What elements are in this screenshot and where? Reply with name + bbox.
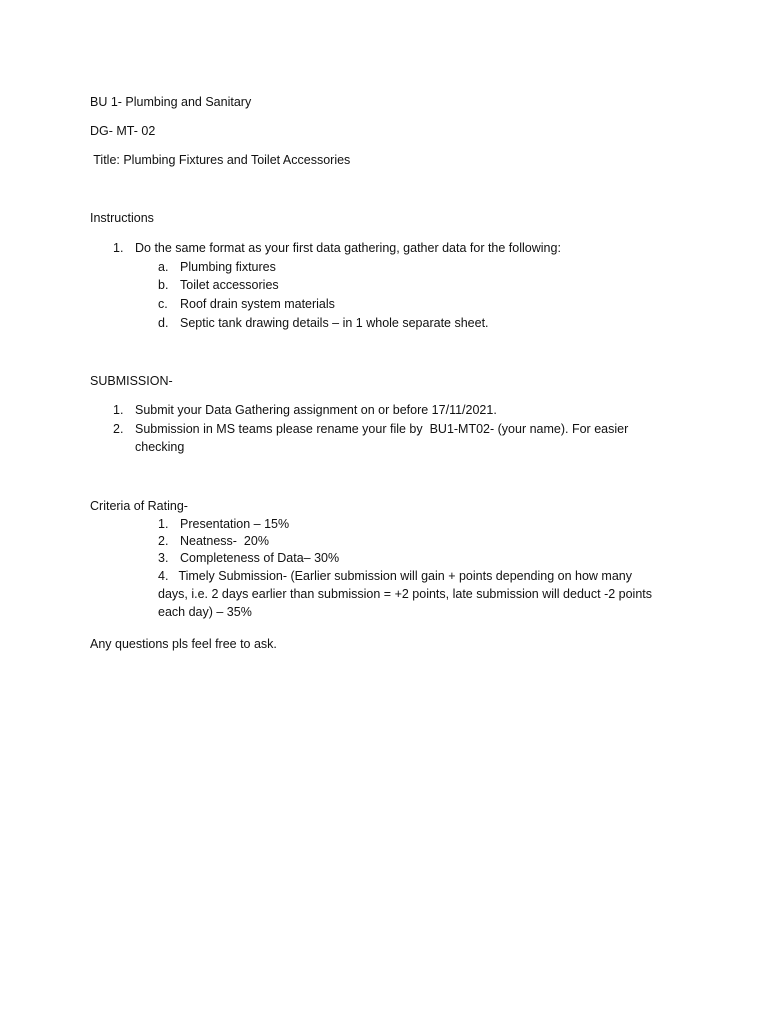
criteria-item-text: Presentation – 15% <box>180 517 290 531</box>
criteria-item-4 <box>158 567 663 621</box>
criteria-item-number: 1. <box>158 517 169 531</box>
subitem-marker: a. <box>158 260 169 274</box>
closing-line: Any questions pls feel free to ask. <box>90 637 277 651</box>
course-line: BU 1- Plumbing and Sanitary <box>90 95 252 109</box>
criteria-item-number: 4. <box>158 569 169 583</box>
criteria-heading: Criteria of Rating- <box>90 499 188 513</box>
subitem-text: Toilet accessories <box>180 278 279 292</box>
criteria-item-text: Neatness- 20% <box>180 534 269 548</box>
submission-item-number: 1. <box>113 403 124 417</box>
subitem-marker: c. <box>158 297 168 311</box>
subitem-marker: b. <box>158 278 169 292</box>
submission-item-text: Submit your Data Gathering assignment on or before 17/11/2021. <box>135 403 497 417</box>
title-line: Title: Plumbing Fixtures and Toilet Accessories <box>90 153 351 167</box>
submission-heading: SUBMISSION- <box>90 374 173 388</box>
code-line: DG- MT- 02 <box>90 124 156 138</box>
submission-item-number: 2. <box>113 422 124 436</box>
submission-item-text: Submission in MS teams please rename your file by BU1-MT02- (your name). For easier checking <box>135 422 632 454</box>
instructions-heading: Instructions <box>90 211 154 225</box>
criteria-item-number: 2. <box>158 534 169 548</box>
criteria-item-text: Completeness of Data– 30% <box>180 551 340 565</box>
criteria-item-text: Timely Submission- (Earlier submission will gain + points depending on how many days, i.e. 2 days earlier than submission = +2 points, late submission will deduct -2 points each day) – 35% <box>158 569 653 619</box>
subitem-text: Plumbing fixtures <box>180 260 276 274</box>
instruction-item-text: Do the same format as your first data gathering, gather data for the following: <box>135 241 561 255</box>
instruction-item-number: 1. <box>113 241 124 255</box>
subitem-text: Septic tank drawing details – in 1 whole separate sheet. <box>180 316 489 330</box>
subitem-marker: d. <box>158 316 169 330</box>
criteria-item-number: 3. <box>158 551 169 565</box>
subitem-text: Roof drain system materials <box>180 297 335 311</box>
